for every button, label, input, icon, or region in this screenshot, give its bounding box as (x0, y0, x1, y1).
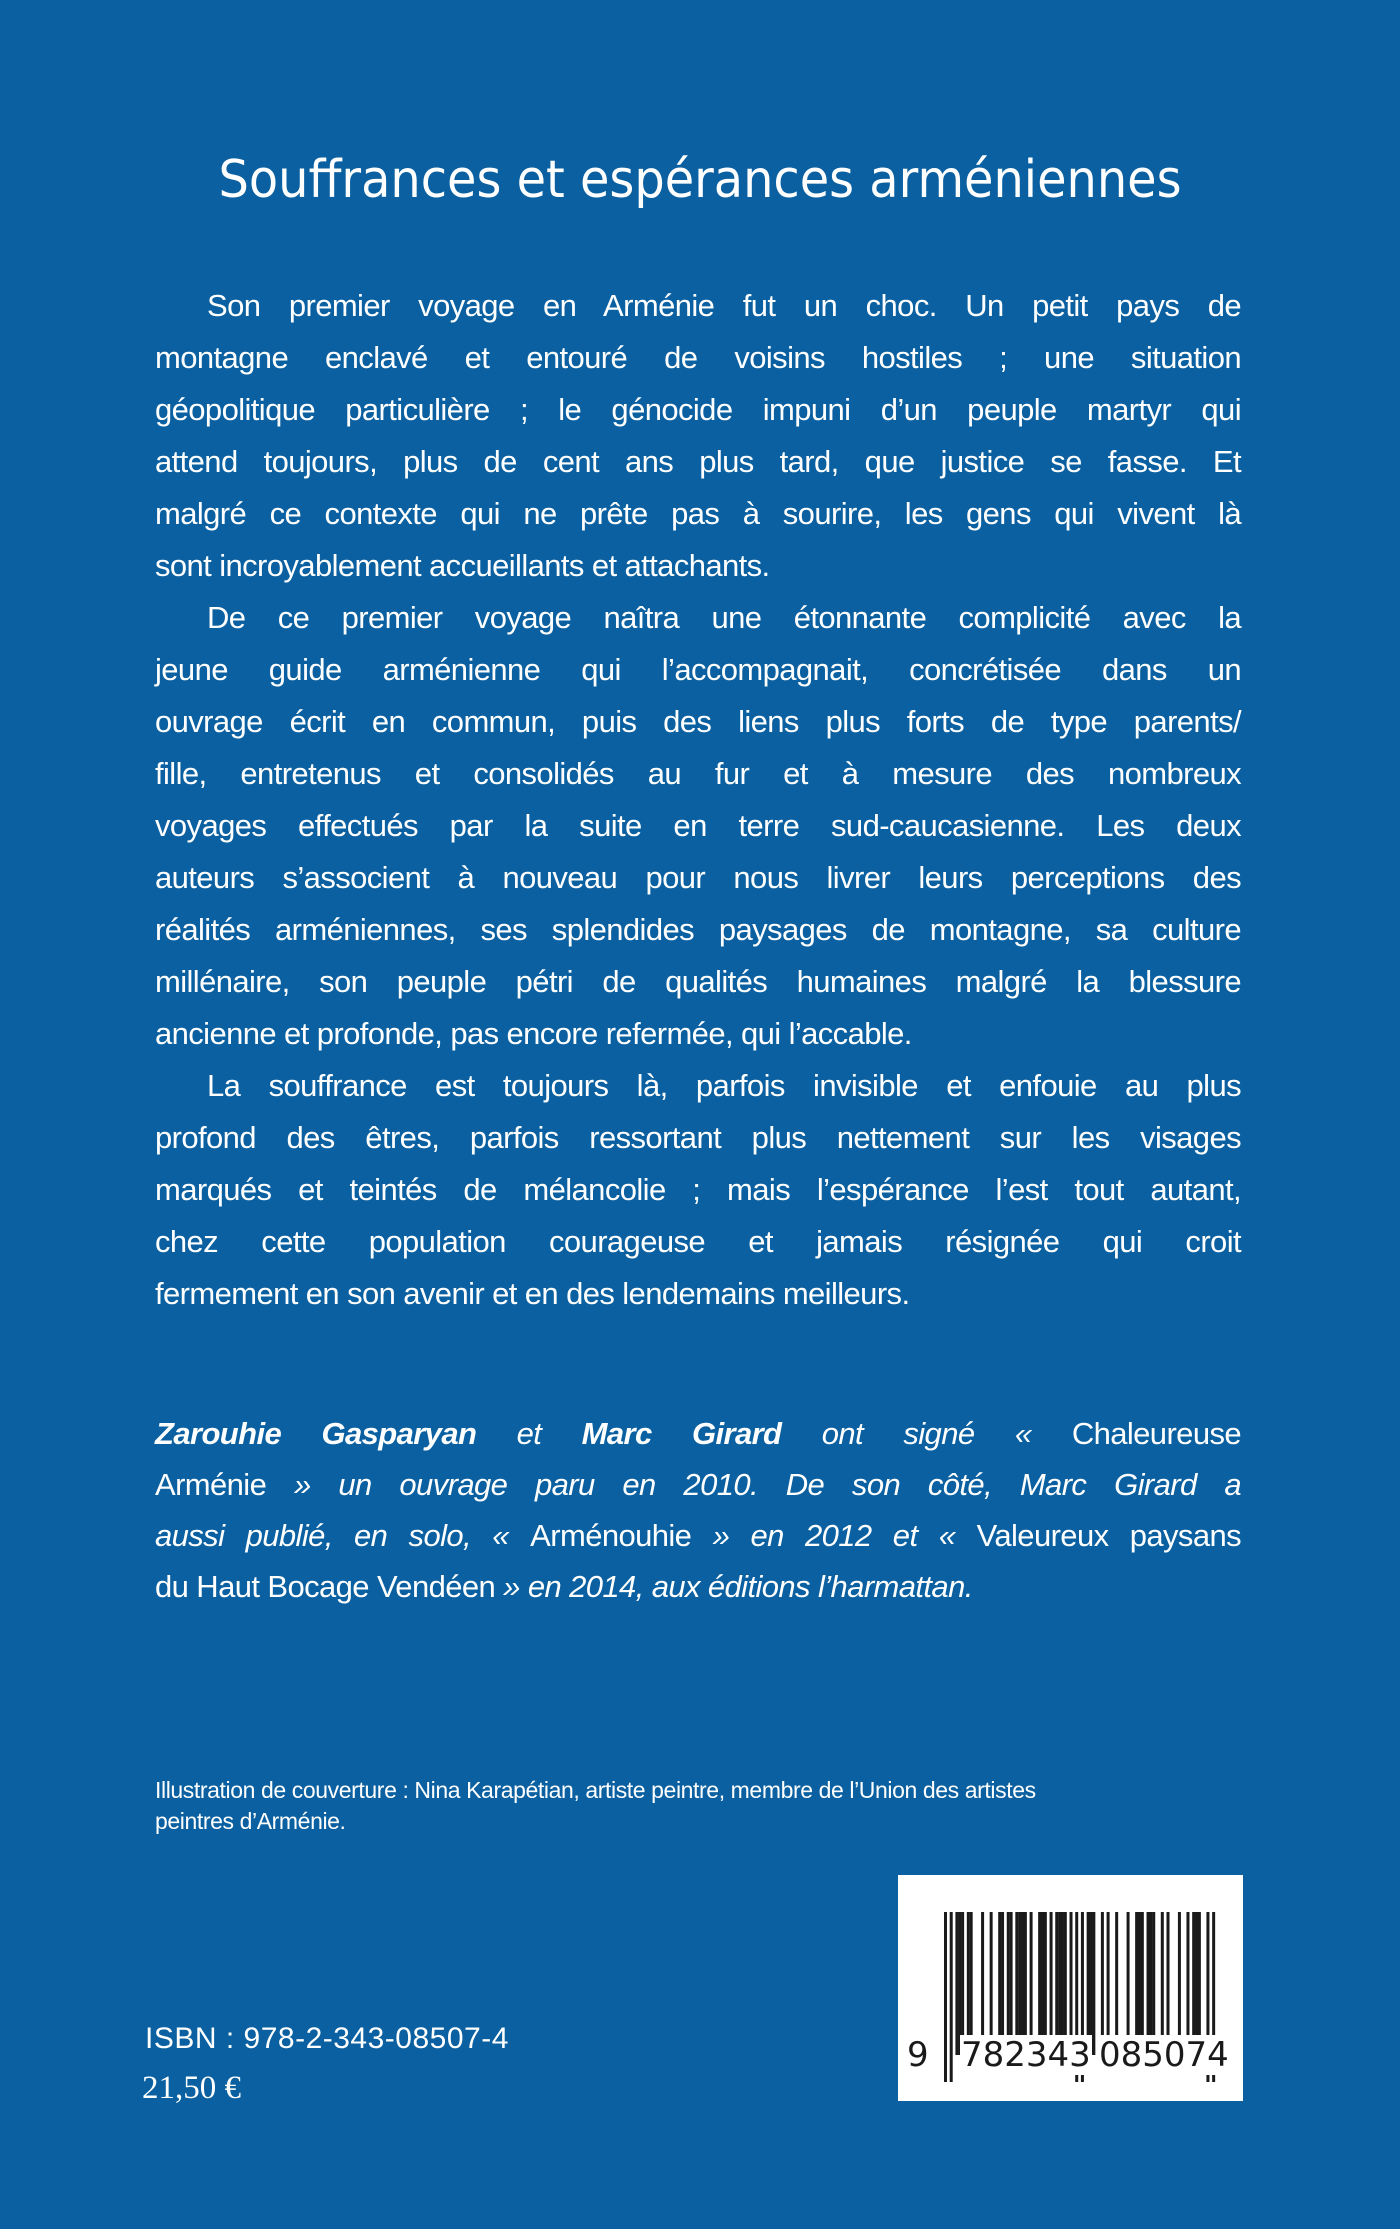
barcode-bar (1058, 1912, 1061, 2055)
barcode-bar (1152, 1912, 1155, 2055)
author-name: Zarouhie Gasparyan (155, 1416, 477, 1451)
barcode-bar (1061, 1912, 1064, 2055)
barcode-digit-group: 9 (907, 2035, 929, 2075)
barcode-bar (1195, 1912, 1198, 2055)
barcode-bar (1064, 1912, 1067, 2055)
book-title-ref: Chaleureuse (1071, 1416, 1241, 1451)
price: 21,50 € (142, 2070, 241, 2106)
book-title-ref: Arménie (155, 1467, 267, 1502)
barcode-bar (1041, 1912, 1044, 2055)
text-line: millénaire, son peuple pétri de qualités humaines malgré la blessure (155, 964, 1241, 999)
text-line: profond des êtres, parfois ressortant plus nettement sur les visages (155, 1120, 1241, 1155)
barcode-bar (1127, 1912, 1130, 2055)
barcode-bar (1050, 1912, 1053, 2055)
barcode-bar (1115, 1912, 1118, 2055)
barcode-bar (1044, 1912, 1047, 2055)
barcode-bar (1141, 1912, 1144, 2055)
barcode-bar (967, 1912, 970, 2055)
author-note (155, 1408, 1241, 1612)
blurb-paragraph-3 (155, 1060, 1241, 1320)
barcode-bar (981, 1912, 984, 2055)
blurb (155, 280, 1241, 1320)
text-line: attend toujours, plus de cent ans plus tard, que justice se fasse. Et (155, 444, 1241, 479)
text-line: ouvrage écrit en commun, puis des liens plus forts de type parents/ (155, 704, 1241, 739)
author-note-line (155, 1459, 1241, 1510)
credit-line: peintres d’Arménie. (155, 1808, 346, 1834)
barcode-bar (1021, 1912, 1024, 2055)
barcode-digits (898, 2035, 1243, 2085)
barcode-bar (1092, 1912, 1095, 2055)
conjunction: et (476, 1416, 582, 1451)
text-line: voyages effectués par la suite en terre sud-caucasienne. Les deux (155, 808, 1241, 843)
barcode-bar (1070, 1912, 1073, 2055)
text-line: malgré ce contexte qui ne prête pas à sourire, les gens qui vivent là (155, 496, 1241, 531)
text-line: ancienne et profonde, pas encore refermée, qui l’accable. (155, 1016, 912, 1051)
author-note-line (155, 1510, 1241, 1561)
book-title-ref: du Haut Bocage Vendéen (155, 1569, 496, 1604)
barcode-digit-group: 085074 (1099, 2035, 1229, 2075)
note-text: » en 2014, aux éditions l’harmattan. (495, 1569, 973, 1604)
barcode-bar (1192, 1912, 1195, 2055)
note-text: » un ouvrage paru en 2010. De son côté, Marc Girard a (266, 1467, 1241, 1502)
barcode-bar (1087, 1912, 1090, 2055)
barcode-bar (1030, 1912, 1033, 2055)
book-title-ref: Arménouhie (530, 1518, 692, 1553)
barcode-bar (1055, 1912, 1058, 2055)
note-text: » en 2012 et « (691, 1518, 977, 1553)
barcode (898, 1875, 1243, 2101)
barcode-bar (1007, 1912, 1010, 2055)
barcode-bar (1089, 1912, 1092, 2055)
text-line: Son premier voyage en Arménie fut un choc. Un petit pays de (207, 288, 1241, 323)
barcode-bar (998, 1912, 1001, 2055)
barcode-bar (1186, 1912, 1189, 2055)
note-text: aussi publié, en solo, « (155, 1518, 531, 1553)
text-line: sont incroyablement accueillants et attachants. (155, 548, 770, 583)
barcode-bar (1198, 1912, 1201, 2055)
barcode-bar (1149, 1912, 1152, 2055)
isbn: ISBN : 978-2-343-08507-4 (145, 2022, 509, 2055)
barcode-digit-group: 782343 (961, 2035, 1091, 2075)
book-title: Souffrances et espérances arméniennes (218, 150, 1182, 210)
barcode-bar (958, 1912, 961, 2055)
barcode-bar (1010, 1912, 1013, 2055)
text-line: jeune guide arménienne qui l’accompagnait, concrétisée dans un (155, 652, 1241, 687)
text-line: chez cette population courageuse et jamais résignée qui croit (155, 1224, 1241, 1259)
barcode-bar (1178, 1912, 1181, 2055)
barcode-bar (970, 1912, 973, 2055)
text-line: montagne enclavé et entouré de voisins hostiles ; une situation (155, 340, 1241, 375)
text-line: réalités arméniennes, ses splendides paysages de montagne, sa culture (155, 912, 1241, 947)
text-line: fille, entretenus et consolidés au fur et à mesure des nombreux (155, 756, 1241, 791)
barcode-bar (1024, 1912, 1027, 2055)
text-line: De ce premier voyage naîtra une étonnante complicité avec la (207, 600, 1241, 635)
barcode-bar (1018, 1912, 1021, 2055)
author-note-line (155, 1561, 1241, 1612)
text-line: marqués et teintés de mélancolie ; mais l’espérance l’est tout autant, (155, 1172, 1241, 1207)
barcode-bar (1138, 1912, 1141, 2055)
barcode-bar (1167, 1912, 1170, 2055)
text-line: fermement en son avenir et en des lendemains meilleurs. (155, 1276, 910, 1311)
barcode-bar (1147, 1912, 1150, 2055)
credit-line: Illustration de couverture : Nina Karapétian, artiste peintre, membre de l’Union des artistes (155, 1777, 1036, 1803)
barcode-bar (1015, 1912, 1018, 2055)
author-name: Marc Girard (581, 1416, 782, 1451)
barcode-bar (1001, 1912, 1004, 2055)
barcode-bar (990, 1912, 993, 2055)
text-line: auteurs s’associent à nouveau pour nous livrer leurs perceptions des (155, 860, 1241, 895)
blurb-paragraph-1 (155, 280, 1241, 592)
barcode-bar (961, 1912, 964, 2055)
note-text: ont signé « (781, 1416, 1072, 1451)
text-line: géopolitique particulière ; le génocide impuni d’un peuple martyr qui (155, 392, 1241, 427)
barcode-bar (1161, 1912, 1164, 2055)
barcode-bar (955, 1912, 958, 2055)
author-note-line (155, 1408, 1241, 1459)
barcode-bar (1107, 1912, 1110, 2055)
barcode-bar (1101, 1912, 1104, 2055)
text-line: La souffrance est toujours là, parfois invisible et enfouie au plus (207, 1068, 1241, 1103)
blurb-paragraph-2 (155, 592, 1241, 1060)
illustration-credit (155, 1775, 1241, 1837)
barcode-bar (1038, 1912, 1041, 2055)
barcode-bar (1135, 1912, 1138, 2055)
book-title-ref: Valeureux paysans (976, 1518, 1241, 1553)
